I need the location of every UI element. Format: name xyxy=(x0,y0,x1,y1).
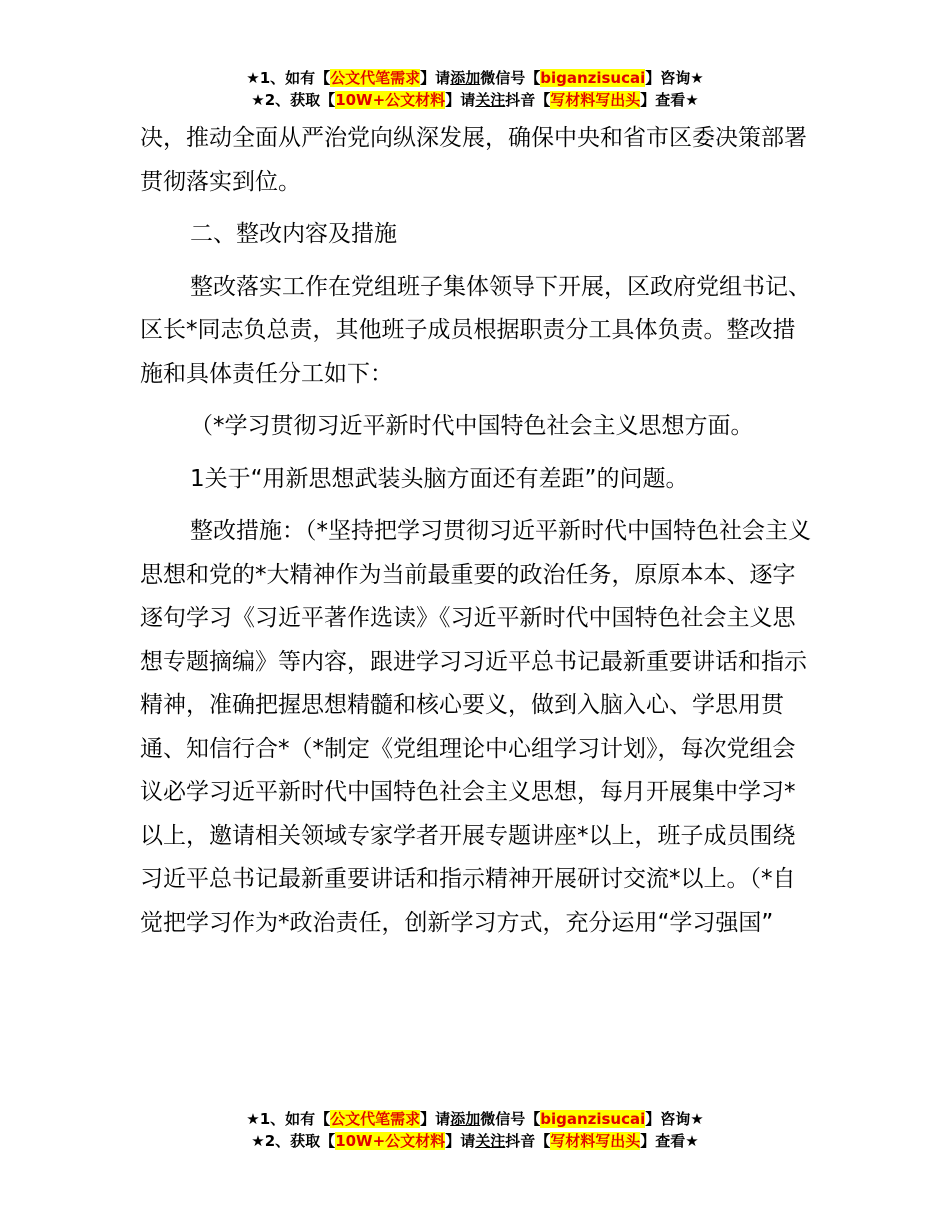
banner-highlight: 公文代笔需求 xyxy=(330,69,421,87)
banner-text: ★1、如有【 xyxy=(246,69,331,87)
banner-highlight: biganzisucai xyxy=(540,1110,646,1128)
footer-banner xyxy=(0,1108,950,1152)
banner-line-1 xyxy=(0,1108,950,1130)
subsection-heading: （*学习贯彻习近平新时代中国特色社会主义思想方面。 xyxy=(190,413,754,439)
banner-text: 抖音【 xyxy=(505,91,551,109)
paragraph: 整改落实工作在党组班子集体领导下开展，区政府党组书记、区长*同志负总责，其他班子成员根据职责分工具体负责。整改措施和具体责任分工如下： xyxy=(140,273,811,387)
paragraph: 整改措施：（*坚持把学习贯彻习近平新时代中国特色社会主义思想和党的*大精神作为当前最重要的政治任务，原原本本、逐字逐句学习《习近平著作选读》《习近平新时代中国特色社会主义思想专题摘编》等内容，跟进学习习近平总书记最新重要讲话和指示精神，准确把握思想精髓和核心要义，做到入脑入心、学思用贯通、知信行合*（*制定《党组理论中心组学习计划》，每次党组会议必学习近平新时代中国特色社会主义思想，每月开展集中学习*以上，邀请相关领域专家学者开展专题讲座*以上，班子成员围绕习近平总书记最新重要讲话和指示精神开展研讨交流*以上。（*自觉把学习作为*政治责任，创新学习方式，充分运用“学习强国” xyxy=(140,518,811,936)
section-heading: 二、整改内容及措施 xyxy=(190,221,397,247)
banner-text: ★1、如有【 xyxy=(246,1110,331,1128)
banner-text: 】查看★ xyxy=(640,1132,699,1150)
banner-emphasis: 关注 xyxy=(475,1132,506,1150)
banner-line-1 xyxy=(0,67,950,89)
document-body xyxy=(140,117,815,954)
banner-highlight: biganzisucai xyxy=(540,69,646,87)
banner-highlight: 10W+公文材料 xyxy=(335,91,446,109)
banner-text: 】咨询★ xyxy=(645,69,704,87)
banner-text: 微信号【 xyxy=(480,69,541,87)
banner-highlight: 10W+公文材料 xyxy=(335,1132,446,1150)
banner-emphasis: 添加 xyxy=(450,69,481,87)
banner-highlight: 写材料写出头 xyxy=(550,91,641,109)
banner-highlight: 公文代笔需求 xyxy=(330,1110,421,1128)
paragraph-continuation: 决，推动全面从严治党向纵深发展，确保中央和省市区委决策部署贯彻落实到位。 xyxy=(140,125,807,195)
banner-text: ★2、获取【 xyxy=(251,91,336,109)
banner-highlight: 写材料写出头 xyxy=(550,1132,641,1150)
banner-emphasis: 添加 xyxy=(450,1110,481,1128)
banner-text: 微信号【 xyxy=(480,1110,541,1128)
banner-text: 】咨询★ xyxy=(645,1110,704,1128)
banner-text: 】请 xyxy=(445,1132,476,1150)
banner-text: 抖音【 xyxy=(505,1132,551,1150)
banner-text: 】查看★ xyxy=(640,91,699,109)
banner-emphasis: 关注 xyxy=(475,91,506,109)
banner-text: ★2、获取【 xyxy=(251,1132,336,1150)
banner-line-2 xyxy=(0,1130,950,1152)
banner-text: 】请 xyxy=(445,91,476,109)
header-banner xyxy=(0,67,950,111)
item-heading: 1关于“用新思想武装头脑方面还有差距”的问题。 xyxy=(190,465,689,492)
banner-text: 】请 xyxy=(420,1110,451,1128)
banner-line-2 xyxy=(0,89,950,111)
banner-text: 】请 xyxy=(420,69,451,87)
